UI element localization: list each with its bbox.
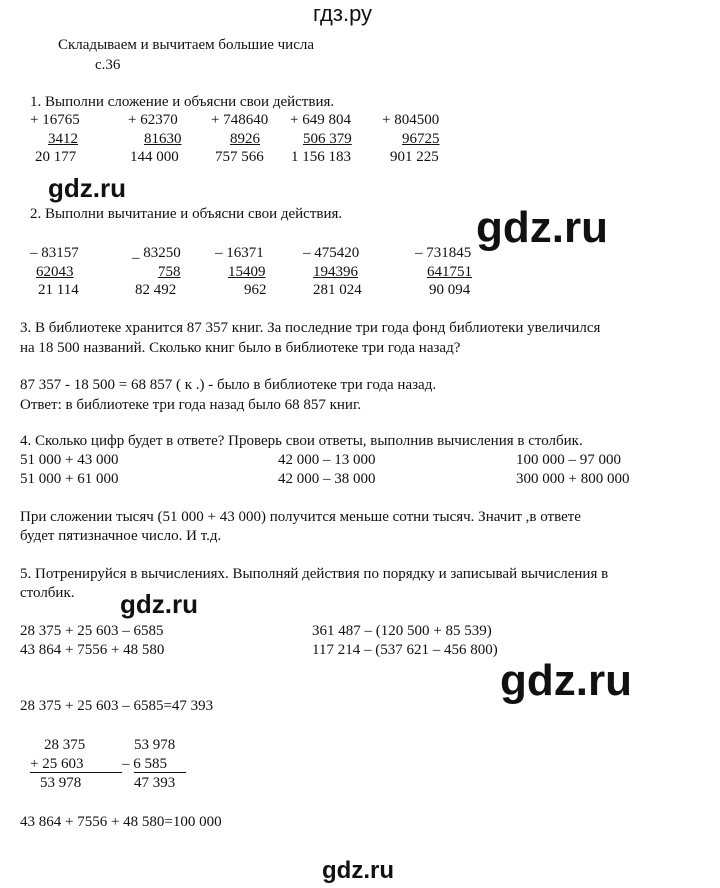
task4-r1-c3: 100 000 – 97 000	[516, 452, 621, 468]
task2-r1-c1: – 83157	[30, 245, 79, 261]
task2-text: 2. Выполни вычитание и объясни свои действия.	[30, 206, 343, 222]
task5-expr-left-2: 43 864 + 7556 + 48 580	[20, 642, 165, 658]
task1-r2-c4: 506 379	[303, 131, 352, 147]
col-a-mid: + 25 603	[30, 756, 84, 772]
watermark: gdz.ru	[120, 589, 198, 619]
task1-r2-c1: 3412	[48, 131, 78, 147]
task2-r2-c3: 15409	[228, 264, 266, 280]
page-title: Складываем и вычитаем большие числа	[58, 37, 315, 53]
task2-r1-c3: – 16371	[215, 245, 264, 261]
task4-note2: будет пятизначное число. И т.д.	[20, 528, 222, 544]
task1-r3-c5: 901 225	[390, 149, 439, 165]
task1-r2-c5: 96725	[402, 131, 440, 147]
task4-r2-c1: 51 000 + 61 000	[20, 471, 119, 487]
col-a-bottom: 53 978	[40, 775, 82, 791]
task5-line1: 5. Потренируйся в вычислениях. Выполняй действия по порядку и записывай вычисления в	[20, 566, 609, 582]
task1-r1-c4: + 649 804	[290, 112, 351, 128]
col-a-rule-ext	[108, 772, 122, 773]
footer-site: gdz.ru	[322, 857, 394, 884]
task5-result1: 28 375 + 25 603 – 6585=47 393	[20, 698, 214, 714]
task4-r2-c2: 42 000 – 38 000	[278, 471, 376, 487]
task3-answer: Ответ: в библиотеке три года назад было 68 857 книг.	[20, 397, 362, 413]
watermark: gdz.ru	[48, 173, 126, 203]
task2-r3-c3: 962	[244, 282, 267, 298]
page-ref: с.36	[95, 57, 121, 73]
task3-line1: 3. В библиотеке хранится 87 357 книг. За последние три года фонд библиотеки увеличился	[20, 320, 601, 336]
task2-r3-c5: 90 094	[429, 282, 471, 298]
task1-r1-c2: + 62370	[128, 112, 178, 128]
task4-r2-c3: 300 000 + 800 000	[516, 471, 630, 487]
task3-solution: 87 357 - 18 500 = 68 857 ( к .) - было в библиотеке три года назад.	[20, 377, 437, 393]
task2-r3-c2: 82 492	[135, 282, 177, 298]
task2-r2-c5: 641751	[427, 264, 472, 280]
task5-result2: 43 864 + 7556 + 48 580=100 000	[20, 814, 222, 830]
task2-r2-c4: 194396	[313, 264, 358, 280]
task5-line2: столбик.	[20, 585, 75, 601]
task1-r1-c1: + 16765	[30, 112, 80, 128]
task2-r2-c1: 62043	[36, 264, 74, 280]
task1-r3-c4: 1 156 183	[291, 149, 351, 165]
task2-r1-c5: – 731845	[415, 245, 472, 261]
task1-text: 1. Выполни сложение и объясни свои действия.	[30, 94, 335, 110]
task4-r1-c2: 42 000 – 13 000	[278, 452, 376, 468]
task4-r1-c1: 51 000 + 43 000	[20, 452, 119, 468]
task2-r3-c4: 281 024	[313, 282, 362, 298]
task5-expr-left-1: 28 375 + 25 603 – 6585	[20, 623, 164, 639]
task1-r1-c5: + 804500	[382, 112, 440, 128]
col-a-rule	[30, 772, 108, 773]
col-b-mid: – 6 585	[122, 756, 167, 772]
task2-r1-c4: – 475420	[303, 245, 360, 261]
task3-line2: на 18 500 названий. Сколько книг было в библиотеке три года назад?	[20, 340, 461, 356]
task4-note1: При сложении тысяч (51 000 + 43 000) получится меньше сотни тысяч. Значит ,в ответе	[20, 509, 581, 525]
task5-expr-right-1: 361 487 – (120 500 + 85 539)	[312, 623, 492, 639]
site-header: гдз.ру	[313, 1, 373, 26]
task5-expr-right-2: 117 214 – (537 621 – 456 800)	[312, 642, 498, 658]
task2-r1-c2: _ 83250	[132, 245, 181, 261]
watermark-large: gdz.ru	[500, 656, 632, 705]
col-b-rule	[134, 772, 186, 773]
task1-r2-c2: 81630	[144, 131, 182, 147]
task1-r1-c3: + 748640	[211, 112, 269, 128]
col-b-top: 53 978	[134, 737, 176, 753]
watermark-large: gdz.ru	[476, 203, 608, 252]
col-b-bottom: 47 393	[134, 775, 176, 791]
task1-r2-c3: 8926	[230, 131, 260, 147]
task1-r3-c3: 757 566	[215, 149, 264, 165]
task1-r3-c2: 144 000	[130, 149, 179, 165]
task1-r3-c1: 20 177	[35, 149, 77, 165]
task2-r3-c1: 21 114	[38, 282, 79, 298]
col-a-top: 28 375	[44, 737, 86, 753]
task4-text: 4. Сколько цифр будет в ответе? Проверь свои ответы, выполнив вычисления в столбик.	[20, 433, 583, 449]
task2-r2-c2: 758	[158, 264, 181, 280]
